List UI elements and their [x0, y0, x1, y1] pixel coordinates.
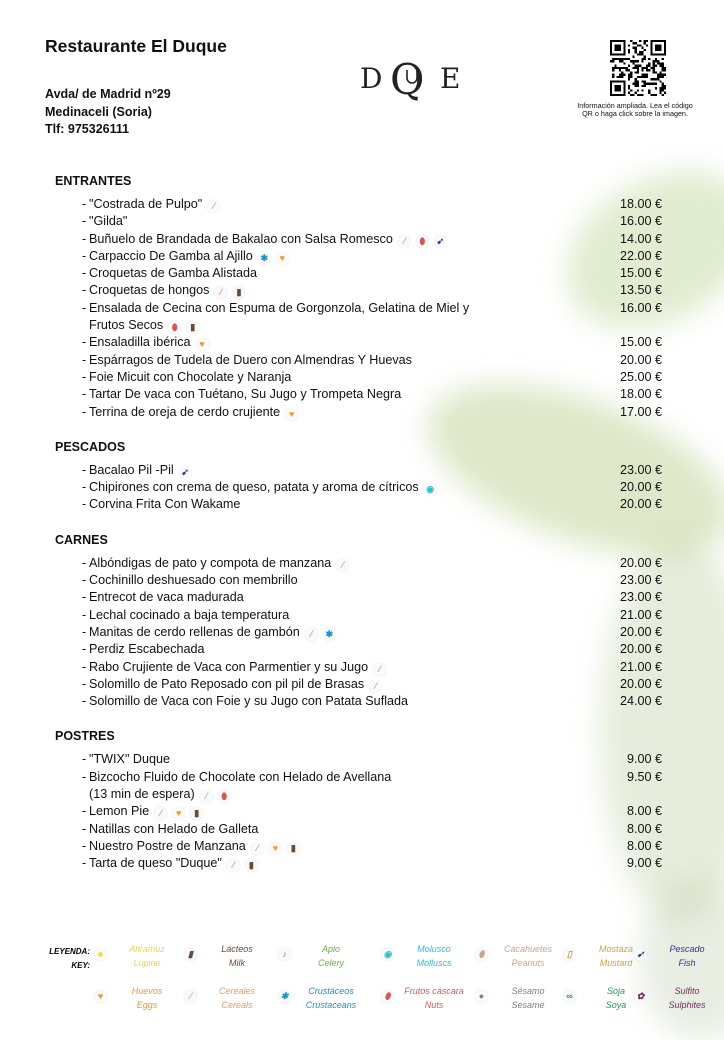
menu-item-name-text: Croquetas de hongos — [89, 283, 210, 298]
menu-item-name-text: Chipirones con crema de queso, patata y aroma de cítricos — [89, 480, 419, 495]
legend-label-es: Apio — [321, 944, 340, 954]
menu-item-name-text: Solomillo de Vaca con Foie y su Jugo con Patata Suflada — [89, 694, 409, 709]
bullet-dash: - — [82, 555, 87, 570]
cereals-icon: ⁄ — [214, 286, 227, 299]
legend-label-en: Mustard — [599, 958, 633, 968]
menu-item — [55, 496, 665, 513]
eggs-icon: ♥ — [196, 338, 209, 351]
menu-item-name — [82, 300, 665, 335]
legend-label-en: Eggs — [136, 1000, 158, 1010]
menu-item-name — [82, 659, 665, 676]
menu-item-price: 20.00 € — [619, 352, 662, 367]
menu-item-price: 23.00 € — [619, 573, 662, 588]
legend-text — [491, 984, 565, 1012]
legend-label-en: Crustaceans — [305, 1000, 357, 1010]
eggs-icon: ♥ — [285, 408, 298, 421]
menu-item — [55, 352, 665, 369]
cereals-icon: ⁄ — [398, 235, 411, 248]
section-gap — [55, 514, 665, 531]
legend-text — [294, 942, 368, 970]
menu-item-name-text: Perdiz Escabechada — [89, 642, 205, 657]
legend-item-nuts — [381, 984, 471, 1014]
cereals-icon: ⁄ — [154, 807, 167, 820]
menu-item-name-text: Bacalao Pil -Pil — [89, 462, 174, 477]
menu-item — [55, 462, 665, 479]
menu-item-name-text: Lemon Pie — [89, 804, 150, 819]
menu-item-price: 20.00 € — [619, 480, 662, 495]
legend-label-es: Sésamo — [511, 986, 545, 996]
menu-item-price: 18.00 € — [619, 387, 662, 402]
legend-label-en: Sulphites — [668, 1000, 706, 1010]
legend-text — [650, 984, 724, 1012]
legend-label-es: Mostaza — [598, 944, 633, 954]
menu-item-name — [82, 555, 665, 572]
menu-item — [55, 769, 665, 804]
eggs-icon: ♥ — [94, 990, 107, 1003]
milk-icon: ▮ — [245, 859, 258, 872]
menu-item-name — [82, 496, 665, 513]
molluscs-icon: ◉ — [424, 483, 437, 496]
bullet-dash: - — [82, 838, 87, 853]
menu-item-price: 18.00 € — [619, 197, 662, 211]
menu-item-name — [82, 751, 665, 768]
menu-item — [55, 265, 665, 282]
menu-item-name-text: Lechal cocinado a baja temperatura — [89, 607, 290, 622]
address-line: Medinaceli (Soria) — [45, 104, 152, 119]
menu-item-name — [82, 213, 665, 230]
menu-item-name — [82, 462, 665, 479]
legend-text — [200, 942, 274, 970]
menu-item — [55, 821, 665, 838]
legend-label-es: Molusco — [417, 944, 451, 954]
bullet-dash: - — [82, 462, 87, 477]
menu-item-price: 8.00 € — [626, 804, 662, 819]
menu-item-price: 14.00 € — [619, 231, 662, 246]
legend-item-sulphites — [634, 984, 724, 1014]
menu-item-price: 25.00 € — [619, 369, 662, 384]
restaurant-name: Restaurante El Duque — [45, 36, 227, 56]
milk-icon: ▮ — [287, 842, 300, 855]
menu-item — [55, 751, 665, 768]
crustaceans-icon: ✱ — [278, 990, 291, 1003]
menu-item-name-text: Manitas de cerdo rellenas de gambón — [89, 624, 300, 639]
menu-item-price: 21.00 € — [619, 659, 662, 674]
menu — [55, 172, 665, 873]
bullet-dash: - — [82, 231, 87, 246]
legend-label-en: Peanuts — [511, 958, 545, 968]
bullet-dash: - — [82, 624, 87, 639]
menu-item-name — [82, 821, 665, 838]
cereals-icon: ⁄ — [369, 680, 382, 693]
legend-label-en: Sesame — [511, 1000, 545, 1010]
menu-item-name-text: Foie Micuit con Chocolate y Naranja — [89, 369, 292, 384]
menu-item-name — [82, 386, 665, 403]
menu-item-name — [82, 769, 665, 804]
lupine-icon: ♣ — [94, 948, 107, 961]
menu-item — [55, 479, 665, 496]
menu-item-name-text: Buñuelo de Brandada de Bakalao con Salsa Romesco — [89, 231, 393, 246]
legend-label-es: Pescado — [669, 944, 705, 954]
menu-item-price: 9.00 € — [626, 856, 662, 871]
menu-item-name — [82, 572, 665, 589]
bullet-dash: - — [82, 300, 87, 315]
section-gap — [55, 710, 665, 727]
menu-item-name-text: Ensaladilla ibérica — [89, 335, 191, 350]
bullet-dash: - — [82, 369, 87, 384]
menu-item-price: 13.50 € — [619, 283, 662, 298]
eggs-icon: ♥ — [269, 842, 282, 855]
legend-text — [200, 984, 274, 1012]
menu-item-price: 9.50 € — [626, 769, 662, 784]
cereals-icon: ⁄ — [373, 663, 386, 676]
milk-icon: ▮ — [232, 286, 245, 299]
menu-item-name — [82, 231, 665, 248]
menu-item — [55, 404, 665, 421]
bullet-dash: - — [82, 659, 87, 674]
bullet-dash: - — [82, 214, 87, 229]
legend-label-en: Molluscs — [416, 958, 452, 968]
menu-item — [55, 213, 665, 230]
legend-label-en: Lupine — [133, 958, 161, 968]
bullet-dash: - — [82, 752, 87, 767]
svg-text:E: E — [440, 62, 461, 95]
legend-item-lupine — [94, 942, 184, 972]
menu-item-name-text: Tartar De vaca con Tuétano, Su Jugo y Trompeta Negra — [89, 387, 402, 402]
menu-item-price: 21.00 € — [619, 607, 662, 622]
molluscs-icon: ◉ — [381, 948, 394, 961]
legend-item-peanuts — [475, 942, 565, 972]
bullet-dash: - — [82, 335, 87, 350]
address-line: Avda/ de Madrid nº29 — [45, 87, 171, 101]
menu-item — [55, 334, 665, 351]
menu-item-name-text: Tarta de queso "Duque" — [89, 856, 222, 871]
section-title: ENTRANTES — [55, 174, 132, 188]
legend-item-molluscs — [381, 942, 471, 972]
legend-label-es: LEYENDA: — [49, 947, 90, 956]
menu-item-name — [82, 838, 665, 855]
menu-item — [55, 803, 665, 820]
menu-item-name — [82, 248, 665, 265]
menu-item-price: 8.00 € — [626, 838, 662, 853]
menu-item — [55, 624, 665, 641]
menu-item-name — [82, 855, 665, 872]
milk-icon: ▮ — [184, 948, 197, 961]
menu-item-name-continued: (13 min de espera) — [89, 787, 195, 802]
bullet-dash: - — [82, 642, 87, 657]
bullet-dash: - — [82, 821, 87, 836]
menu-item-name-text: Carpaccio De Gamba al Ajillo — [89, 248, 253, 263]
legend-text — [294, 984, 368, 1012]
legend-text — [650, 942, 724, 970]
bullet-dash: - — [82, 497, 87, 512]
mustard-icon: ▯ — [563, 948, 576, 961]
menu-item-name-text: Cochinillo deshuesado con membrillo — [89, 573, 298, 588]
crustaceans-icon: ✱ — [323, 628, 336, 641]
legend-item-eggs — [94, 984, 184, 1014]
menu-item-name — [82, 352, 665, 369]
menu-item-name-text: Bizcocho Fluido de Chocolate con Helado de Avellana — [89, 769, 392, 784]
bullet-dash: - — [82, 387, 87, 402]
menu-item — [55, 641, 665, 658]
menu-item-price: 8.00 € — [626, 821, 662, 836]
legend-item-celery — [278, 942, 368, 972]
legend-label-en: Fish — [678, 958, 696, 968]
peanuts-icon: ⬮ — [475, 948, 488, 961]
legend-label-es: Lácteos — [221, 944, 253, 954]
nuts-icon: ⬮ — [168, 321, 181, 334]
qr-caption: Información ampliada. Lea el código QR o haga click sobre la imagen. — [577, 101, 693, 118]
bullet-dash: - — [82, 676, 87, 691]
bullet-dash: - — [82, 769, 87, 784]
menu-item-name-text: Corvina Frita Con Wakame — [89, 497, 241, 512]
bullet-dash: - — [82, 590, 87, 605]
legend-label-en: Nuts — [424, 1000, 444, 1010]
bullet-dash: - — [82, 197, 87, 211]
legend-label-es: Soja — [606, 986, 625, 996]
menu-item-price: 20.00 € — [619, 676, 662, 691]
menu-item-name — [82, 803, 665, 820]
menu-item-name — [82, 693, 665, 710]
menu-item — [55, 838, 665, 855]
eggs-icon: ♥ — [172, 807, 185, 820]
menu-item — [55, 231, 665, 248]
menu-item-price: 16.00 € — [619, 214, 662, 229]
menu-item-price: 9.00 € — [626, 752, 662, 767]
menu-item — [55, 300, 665, 335]
fish-icon: ➹ — [634, 948, 647, 961]
legend-item-sesame — [475, 984, 565, 1014]
legend-text — [110, 984, 184, 1012]
section-title: CARNES — [55, 532, 108, 547]
menu-item-name — [82, 404, 665, 421]
menu-item-name-text: "Gilda" — [89, 214, 128, 229]
menu-item-price: 15.00 € — [619, 335, 662, 350]
legend-item-fish — [634, 942, 724, 972]
menu-item-price: 20.00 € — [619, 642, 662, 657]
menu-item-price: 20.00 € — [619, 555, 662, 570]
menu-item-name — [82, 641, 665, 658]
legend-label-en: Milk — [229, 958, 245, 968]
legend-item-milk — [184, 942, 274, 972]
milk-icon: ▮ — [190, 807, 203, 820]
menu-item-name-text: Albóndigas de pato y compota de manzana — [89, 555, 332, 570]
nuts-icon: ⬮ — [416, 235, 429, 248]
bullet-dash: - — [82, 607, 87, 622]
bullet-dash: - — [82, 804, 87, 819]
legend-label-en: Celery — [317, 958, 344, 968]
bullet-dash: - — [82, 404, 87, 419]
menu-item-name — [82, 589, 665, 606]
section-title: POSTRES — [55, 729, 115, 744]
menu-item-price: 16.00 € — [619, 300, 662, 315]
qr-code[interactable] — [610, 40, 666, 96]
bullet-dash: - — [82, 352, 87, 367]
bullet-dash: - — [82, 266, 87, 281]
menu-item-name-text: Croquetas de Gamba Alistada — [89, 266, 258, 281]
menu-item-price: 23.00 € — [619, 590, 662, 605]
restaurant-address — [45, 86, 171, 139]
legend-text — [491, 942, 565, 970]
menu-item-name-continued: Frutos Secos — [89, 318, 164, 333]
sesame-icon: ● — [475, 990, 488, 1003]
menu-item-name-text: Entrecot de vaca madurada — [89, 590, 244, 605]
cereals-icon: ⁄ — [336, 559, 349, 572]
section-gap — [55, 421, 665, 438]
menu-item — [55, 855, 665, 872]
legend-text — [397, 942, 471, 970]
menu-item — [55, 248, 665, 265]
menu-item-name — [82, 282, 665, 299]
legend-label-es: Frutos cáscara — [404, 986, 464, 996]
menu-item-price: 22.00 € — [619, 248, 662, 263]
menu-item — [55, 386, 665, 403]
bullet-dash: - — [82, 283, 87, 298]
legend-item-cereals — [184, 984, 274, 1014]
legend-text — [397, 984, 471, 1012]
eggs-icon: ♥ — [276, 252, 289, 265]
fish-icon: ➹ — [434, 235, 447, 248]
fish-icon: ➹ — [179, 466, 192, 479]
menu-item — [55, 282, 665, 299]
legend-label-en: Soya — [605, 1000, 627, 1010]
menu-item-name — [82, 607, 665, 624]
cereals-icon: ⁄ — [200, 790, 213, 803]
bullet-dash: - — [82, 248, 87, 263]
svg-text:D: D — [360, 62, 383, 95]
menu-item-name — [82, 196, 665, 213]
menu-item-name — [82, 334, 665, 351]
menu-item-name-text: "Costrada de Pulpo" — [89, 197, 203, 211]
menu-item-name-text: Nuestro Postre de Manzana — [89, 838, 246, 853]
legend-label-es: Sulfito — [674, 986, 700, 996]
menu-item-name-text: Espárragos de Tudela de Duero con Almendras Y Huevas — [89, 352, 412, 367]
menu-item — [55, 589, 665, 606]
milk-icon: ▮ — [186, 321, 199, 334]
menu-item-price: 15.00 € — [619, 266, 662, 281]
menu-item — [55, 555, 665, 572]
legend-label — [44, 945, 90, 973]
bullet-dash: - — [82, 480, 87, 495]
menu-item-name-text: Rabo Crujiente de Vaca con Parmentier y su Jugo — [89, 659, 369, 674]
allergen-legend — [0, 938, 724, 1024]
bullet-dash: - — [82, 856, 87, 871]
menu-item-name — [82, 624, 665, 641]
legend-label-es: Altramuz — [129, 944, 165, 954]
bullet-dash: - — [82, 573, 87, 588]
legend-label-es: Crustáceos — [308, 986, 354, 996]
sulphites-icon: ✿ — [634, 990, 647, 1003]
menu-item-price: 23.00 € — [619, 462, 662, 477]
duque-logo — [360, 52, 466, 110]
menu-item — [55, 659, 665, 676]
menu-item-name-text: Ensalada de Cecina con Espuma de Gorgonzola, Gelatina de Miel y — [89, 300, 470, 315]
menu-item-price: 20.00 € — [619, 624, 662, 639]
menu-item — [55, 196, 665, 213]
crustaceans-icon: ✱ — [258, 252, 271, 265]
legend-label-en: Cereals — [221, 1000, 253, 1010]
legend-label-es: Cacahuetes — [503, 944, 553, 954]
cereals-icon: ⁄ — [305, 628, 318, 641]
menu-item-name — [82, 479, 665, 496]
bullet-dash: - — [82, 694, 87, 709]
nuts-icon: ⬮ — [218, 790, 231, 803]
menu-item — [55, 572, 665, 589]
cereals-icon: ⁄ — [251, 842, 264, 855]
section-title: PESCADOS — [55, 439, 126, 454]
legend-label-en: KEY: — [71, 961, 90, 970]
menu-item-name-text: Terrina de oreja de cerdo crujiente — [89, 404, 281, 419]
legend-label-es: Cereales — [218, 986, 256, 996]
svg-text:Q: Q — [390, 55, 425, 104]
menu-item-name-text: Natillas con Helado de Galleta — [89, 821, 259, 836]
menu-item-price: 17.00 € — [619, 404, 662, 419]
menu-item-name — [82, 265, 665, 282]
menu-item-name-text: Solomillo de Pato Reposado con pil pil de Brasas — [89, 676, 365, 691]
soy-icon: ∞ — [563, 990, 576, 1003]
menu-item — [55, 693, 665, 710]
legend-item-crustaceans — [278, 984, 368, 1014]
nuts-icon: ⬮ — [381, 990, 394, 1003]
menu-item-name-text: "TWIX" Duque — [89, 752, 171, 767]
menu-item-price: 20.00 € — [619, 497, 662, 512]
legend-label-es: Huevos — [131, 986, 163, 996]
cereals-icon: ⁄ — [207, 200, 220, 213]
phone-line: Tlf: 975326111 — [45, 122, 130, 136]
legend-text — [110, 942, 184, 970]
menu-item-name — [82, 676, 665, 693]
menu-item — [55, 607, 665, 624]
menu-item-price: 24.00 € — [619, 694, 662, 709]
celery-icon: ♪ — [278, 948, 291, 961]
menu-item — [55, 676, 665, 693]
cereals-icon: ⁄ — [184, 990, 197, 1003]
cereals-icon: ⁄ — [227, 859, 240, 872]
menu-item-name — [82, 369, 665, 386]
menu-item — [55, 369, 665, 386]
